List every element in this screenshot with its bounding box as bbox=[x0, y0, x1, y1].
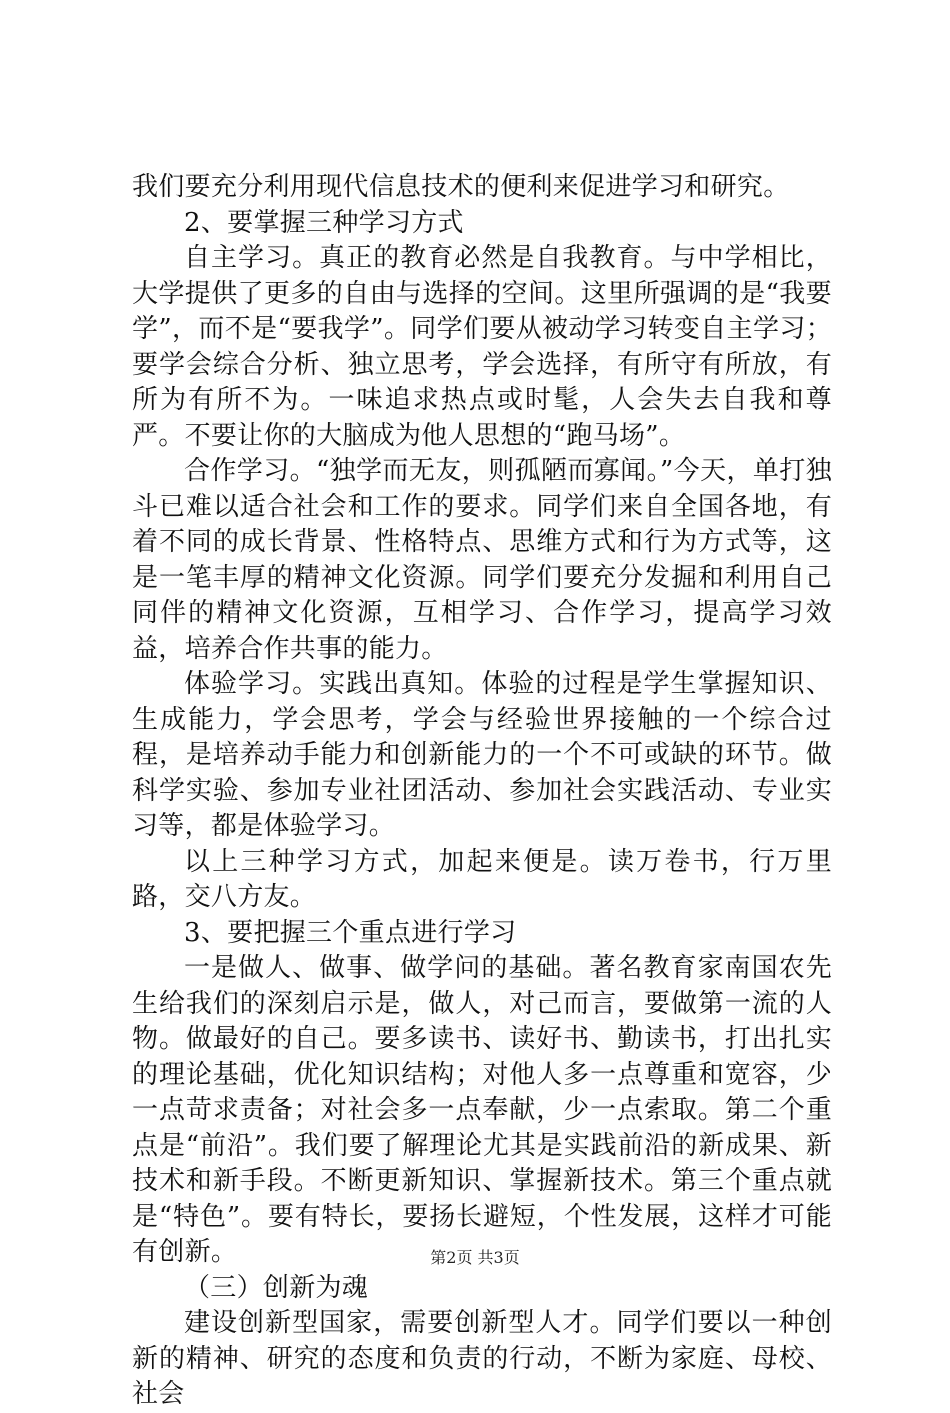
paragraph-autonomous-learning: 自主学习。真正的教育必然是自我教育。与中学相比，大学提供了更多的自由与选择的空间。这里所强调的是“我要学”，而不是“要我学”。同学们要从被动学习转变自主学习；要学会综合分析、独立思考，学会选择，有所守有所放，有所为有所不为。一味追求热点或时髦，人会失去自我和尊严。不要让你的大脑成为他人思想的“跑马场”。 bbox=[132, 243, 832, 451]
section-heading-innovation: （三）创新为魂 bbox=[184, 1272, 369, 1303]
paragraph-three-focuses: 一是做人、做事、做学问的基础。著名教育家南国农先生给我们的深刻启示是，做人，对己而言，要做第一流的人物。做最好的自己。要多读书、读好书、勤读书，打出扎实的理论基础，优化知识结构；对他人多一点尊重和宽容，少一点苛求责备；对社会多一点奉献，少一点索取。第二个重点是“前沿”。我们要了解理论尤其是实践前沿的新成果、新技术和新手段。不断更新知识、掌握新技术。第三个重点就是“特色”。要有特长，要扬长避短，个性发展，这样才可能有创新。 bbox=[132, 953, 832, 1267]
paragraph-innovation: 建设创新型国家，需要创新型人才。同学们要以一种创新的精神、研究的态度和负责的行动，不断为家庭、母校、社会 bbox=[132, 1308, 832, 1409]
paragraph-summary: 以上三种学习方式，加起来便是。读万卷书，行万里路，交八方友。 bbox=[132, 846, 832, 912]
section-heading-three-focuses: 3、要把握三个重点进行学习 bbox=[184, 917, 517, 948]
paragraph-experiential-learning: 体验学习。实践出真知。体验的过程是学生掌握知识、生成能力，学会思考，学会与经验世界接触的一个综合过程，是培养动手能力和创新能力的一个不可或缺的环节。做科学实验、参加专业社团活动、参加社会实践活动、专业实习等，都是体验学习。 bbox=[132, 669, 832, 841]
paragraph-cooperative-learning: 合作学习。“独学而无友，则孤陋而寡闻。”今天，单打独斗已难以适合社会和工作的要求。同学们来自全国各地，有着不同的成长背景、性格特点、思维方式和行为方式等，这是一笔丰厚的精神文化资源。同学们要充分发掘和利用自己同伴的精神文化资源，互相学习、合作学习，提高学习效益，培养合作共事的能力。 bbox=[132, 456, 832, 664]
page-number-footer: 第2页 共3页 bbox=[430, 1248, 520, 1267]
document-body bbox=[132, 170, 832, 1413]
section-heading-learning-methods: 2、要掌握三种学习方式 bbox=[184, 207, 464, 238]
paragraph-continuation: 我们要充分利用现代信息技术的便利来促进学习和研究。 bbox=[132, 172, 790, 202]
